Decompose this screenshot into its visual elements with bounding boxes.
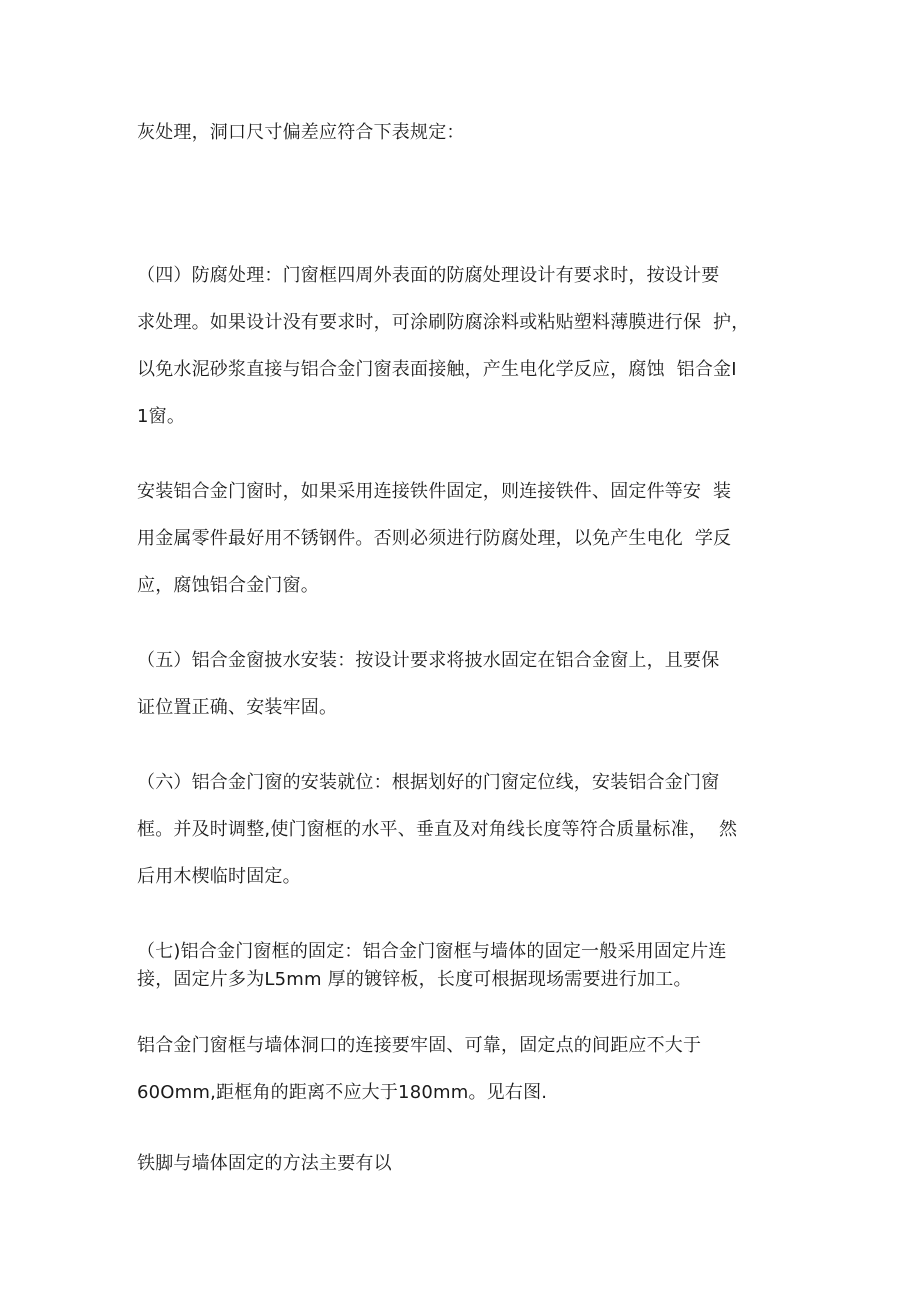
paragraph-line: （五）铝合金窗披水安装：按设计要求将披水固定在铝合金窗上，且要保 (137, 650, 720, 671)
paragraph-line: 60Omm,距框角的距离不应大于180mm。见右图. (137, 1082, 548, 1103)
paragraph-line: 铁脚与墙体固定的方法主要有以 (137, 1153, 392, 1174)
paragraph-line: 后用木楔临时固定。 (137, 866, 301, 887)
paragraph-line: （七)铝合金门窗框的固定：铝合金门窗框与墙体的固定一般采用固定片连 (137, 941, 727, 962)
paragraph-line: 框。并及时调整,使门窗框的水平、垂直及对角线长度等符合质量标准， 然 (137, 819, 738, 840)
paragraph-line: 求处理。如果设计没有要求时，可涂刷防腐涂料或粘贴塑料薄膜进行保 护， (137, 312, 750, 333)
paragraph-line: （四）防腐处理：门窗框四周外表面的防腐处理设计有要求时，按设计要 (137, 265, 720, 286)
paragraph-line: 应，腐蚀铝合金门窗。 (137, 575, 319, 596)
paragraph-line: 1窗。 (137, 406, 186, 427)
paragraph-line: 接，固定片多为L5mm 厚的镀锌板，长度可根据现场需要进行加工。 (137, 969, 692, 990)
paragraph-line: 证位置正确、安装牢固。 (137, 697, 338, 718)
paragraph-line: 安装铝合金门窗时，如果采用连接铁件固定，则连接铁件、固定件等安 装 (137, 481, 732, 502)
paragraph-line: 铝合金门窗框与墙体洞口的连接要牢固、可靠，固定点的间距应不大于 (137, 1035, 702, 1056)
paragraph-line: 用金属零件最好用不锈钢件。否则必须进行防腐处理，以免产生电化 学反 (137, 528, 732, 549)
paragraph-line: 以免水泥砂浆直接与铝合金门窗表面接触，产生电化学反应，腐蚀 铝合金I (137, 359, 737, 380)
paragraph-line: 灰处理，洞口尺寸偏差应符合下表规定： (137, 122, 465, 143)
paragraph-line: （六）铝合金门窗的安装就位：根据划好的门窗定位线，安装铝合金门窗 (137, 772, 720, 793)
